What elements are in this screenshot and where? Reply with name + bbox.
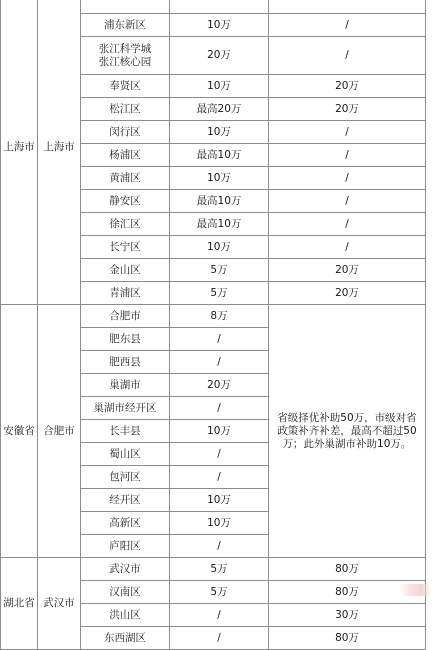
city-subsidy-cell: 10万 [170,489,269,512]
district-cell: 东西湖区 [81,627,170,650]
city-subsidy-cell: 10万 [170,236,269,259]
district-cell: 长丰县 [81,420,170,443]
province-cell: 湖北省 [1,558,38,650]
city-subsidy-cell: / [170,627,269,650]
district-cell: 闵行区 [81,121,170,144]
city-subsidy-cell: 10万 [170,75,269,98]
city-subsidy-cell: 10万 [170,167,269,190]
district-cell: 洪山区 [81,604,170,627]
city-subsidy-cell: / [170,535,269,558]
district-cell: 长宁区 [81,236,170,259]
district-cell: 汉南区 [81,581,170,604]
other-subsidy-cell: / [269,121,426,144]
city-subsidy-cell: 10万 [170,420,269,443]
district-cell [81,0,170,14]
other-subsidy-cell: 20万 [269,75,426,98]
district-cell: 黄浦区 [81,167,170,190]
city-cell: 合肥市 [38,305,81,558]
city-subsidy-cell: 5万 [170,282,269,305]
city-subsidy-cell: / [170,351,269,374]
city-subsidy-cell: 20万 [170,374,269,397]
city-cell: 武汉市 [38,558,81,650]
other-subsidy-cell [269,0,426,14]
district-cell: 经开区 [81,489,170,512]
city-cell: 上海市 [38,0,81,305]
city-subsidy-cell: 最高10万 [170,190,269,213]
policy-note-cell: 省级择优补助50万，市级对省政策补齐补差，最高不超过50万；此外巢湖市补助10万。 [269,305,426,558]
district-cell: 巢湖市经开区 [81,397,170,420]
district-cell: 包河区 [81,466,170,489]
district-cell: 武汉市 [81,558,170,581]
district-cell: 张江科学城 张江核心园 [81,37,170,75]
city-subsidy-cell: 10万 [170,14,269,37]
district-cell: 庐阳区 [81,535,170,558]
city-subsidy-cell: / [170,604,269,627]
district-cell: 肥东县 [81,328,170,351]
city-subsidy-cell: 5万 [170,581,269,604]
other-subsidy-cell: / [269,190,426,213]
province-cell: 上海市 [1,0,38,305]
district-cell: 浦东新区 [81,14,170,37]
other-subsidy-cell: 80万 [269,581,426,604]
province-cell: 安徽省 [1,305,38,558]
other-subsidy-cell: 20万 [269,98,426,121]
city-subsidy-cell: 最高10万 [170,213,269,236]
city-subsidy-cell: 10万 [170,512,269,535]
other-subsidy-cell: 80万 [269,558,426,581]
district-cell: 松江区 [81,98,170,121]
district-cell: 合肥市 [81,305,170,328]
other-subsidy-cell: 30万 [269,604,426,627]
city-subsidy-cell: / [170,443,269,466]
district-cell: 蜀山区 [81,443,170,466]
city-subsidy-cell: 5万 [170,259,269,282]
district-cell: 奉贤区 [81,75,170,98]
other-subsidy-cell: / [269,236,426,259]
district-cell: 高新区 [81,512,170,535]
city-subsidy-cell: 8万 [170,305,269,328]
city-subsidy-cell: / [170,466,269,489]
other-subsidy-cell: 20万 [269,282,426,305]
district-cell: 杨浦区 [81,144,170,167]
city-subsidy-cell: 20万 [170,37,269,75]
district-cell: 金山区 [81,259,170,282]
other-subsidy-cell: 20万 [269,259,426,282]
city-subsidy-cell: 5万 [170,558,269,581]
other-subsidy-cell: / [269,37,426,75]
table-row [1,558,426,581]
other-subsidy-cell: / [269,144,426,167]
other-subsidy-cell: 80万 [269,627,426,650]
watermark-smudge [398,584,432,596]
other-subsidy-cell: / [269,14,426,37]
city-subsidy-cell: 10万 [170,121,269,144]
city-subsidy-cell: / [170,328,269,351]
city-subsidy-cell [170,0,269,14]
city-subsidy-cell: / [170,397,269,420]
district-cell: 青浦区 [81,282,170,305]
district-cell: 肥西县 [81,351,170,374]
district-cell: 徐汇区 [81,213,170,236]
district-cell: 静安区 [81,190,170,213]
city-subsidy-cell: 最高10万 [170,144,269,167]
other-subsidy-cell: / [269,167,426,190]
other-subsidy-cell: / [269,213,426,236]
district-cell: 巢湖市 [81,374,170,397]
table-row [1,305,426,328]
table-row [1,0,426,14]
city-subsidy-cell: 最高20万 [170,98,269,121]
